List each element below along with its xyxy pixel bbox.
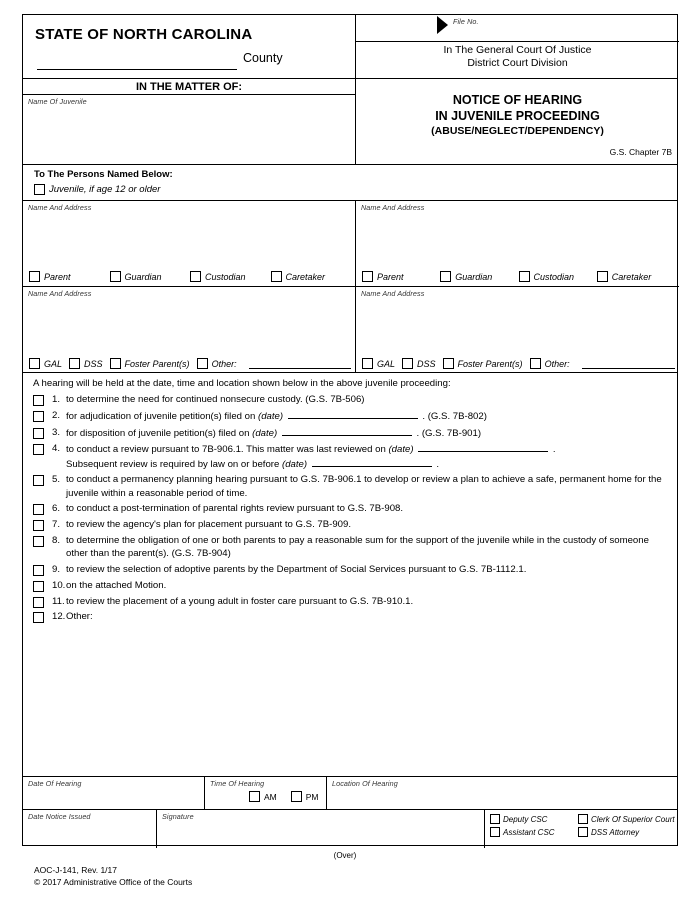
checkbox-parent-icon[interactable] [362, 271, 373, 282]
check-guardian-2[interactable] [440, 271, 518, 282]
matter-notice-row [23, 78, 677, 164]
item-number: 12. [52, 611, 66, 623]
check-caretaker-label: Caretaker [285, 271, 326, 282]
check-guardian-label: Guardian [124, 271, 162, 282]
name-address-cell-2[interactable] [356, 201, 679, 287]
other-input-line-2[interactable] [582, 359, 675, 369]
checkbox-custodian-icon[interactable] [519, 271, 530, 282]
item-4-continuation-text: Subsequent review is required by law on or before [66, 458, 280, 470]
notice-subtitle: (ABUSE/NEGLECT/DEPENDENCY) [431, 125, 604, 137]
date-marker: (date) [388, 444, 414, 456]
check-assistant-csc[interactable] [490, 827, 578, 837]
hearing-item-3[interactable] [33, 426, 669, 440]
hearing-details-row-1 [23, 777, 677, 810]
location-of-hearing-field[interactable] [327, 777, 679, 809]
checkbox-item-1[interactable] [33, 395, 44, 406]
check-caretaker-1[interactable] [271, 271, 352, 282]
checkbox-dss-icon[interactable] [69, 358, 80, 369]
checkbox-foster-parent-icon[interactable] [443, 358, 454, 369]
check-gal-label: GAL [377, 358, 396, 369]
hearing-item-11[interactable] [33, 595, 669, 608]
hearing-item-7[interactable] [33, 518, 669, 531]
roles-grid [490, 814, 677, 840]
checkbox-item-5[interactable] [33, 475, 44, 486]
date-of-hearing-field[interactable] [23, 777, 205, 809]
checkbox-caretaker-icon[interactable] [597, 271, 608, 282]
hearing-item-6[interactable] [33, 502, 669, 515]
clerk-superior-court-label: Clerk Of Superior Court [591, 814, 675, 824]
check-caretaker-2[interactable] [597, 271, 675, 282]
checkbox-item-10[interactable] [33, 581, 44, 592]
notice-title-block [356, 79, 679, 165]
check-foster-parent-1[interactable] [110, 358, 190, 369]
item-text [66, 426, 669, 440]
item-text: to review the placement of a young adult in foster care pursuant to G.S. 7B-910.1. [66, 595, 414, 607]
hearing-item-8[interactable] [33, 534, 669, 560]
check-gal-1[interactable] [29, 358, 62, 369]
deputy-csc-label: Deputy CSC [503, 814, 548, 824]
matter-heading: IN THE MATTER OF: [23, 79, 355, 95]
name-address-cell-1[interactable] [23, 201, 356, 287]
juvenile-age-label: Juvenile, if age 12 or older [49, 184, 161, 195]
hearing-item-9[interactable] [33, 563, 669, 576]
signature-label: Signature [162, 812, 194, 821]
checkbox-caretaker-icon[interactable] [271, 271, 282, 282]
checkbox-am[interactable] [249, 791, 260, 802]
checkbox-parent-icon[interactable] [29, 271, 40, 282]
name-address-label: Name And Address [361, 203, 425, 212]
gs-chapter-reference: G.S. Chapter 7B [609, 147, 672, 157]
persons-named-block [23, 164, 677, 200]
checkbox-item-2[interactable] [33, 411, 44, 422]
item-number: 2. [52, 409, 61, 421]
hearing-intro-text: A hearing will be held at the date, time and location shown below in the above juvenile proceeding: [33, 378, 451, 389]
checkbox-dss-attorney-icon[interactable] [578, 827, 588, 837]
check-dss-attorney[interactable] [578, 827, 639, 837]
check-parent-2[interactable] [362, 271, 440, 282]
item-text-before: for disposition of juvenile petition(s) filed on [66, 427, 250, 439]
juvenile-age-check-row[interactable] [34, 184, 160, 195]
checkbox-clerk-superior-court-icon[interactable] [578, 814, 588, 824]
date-marker: (date) [282, 458, 308, 470]
header-right-block [356, 15, 679, 78]
signature-field[interactable] [157, 810, 485, 848]
hearing-items-section [23, 372, 677, 776]
checkbox-guardian-icon[interactable] [110, 271, 121, 282]
check-parent-label: Parent [377, 271, 404, 282]
check-custodian-label: Custodian [205, 271, 246, 282]
check-foster-parent-2[interactable] [443, 358, 523, 369]
hearing-details-row-2 [23, 810, 677, 848]
check-other-1[interactable] [197, 358, 237, 369]
item-number: 7. [52, 519, 61, 531]
check-custodian-2[interactable] [519, 271, 597, 282]
item-number: 11. [52, 595, 65, 607]
name-of-juvenile-label: Name Of Juvenile [28, 97, 87, 106]
am-label: AM [264, 791, 277, 802]
parent-role-checks-2 [362, 271, 675, 282]
check-gal-2[interactable] [362, 358, 395, 369]
checkbox-assistant-csc-icon[interactable] [490, 827, 500, 837]
file-no-field[interactable] [356, 15, 679, 42]
checkbox-item-8[interactable] [33, 536, 44, 547]
check-dss-1[interactable] [69, 358, 103, 369]
item-text [66, 442, 669, 470]
court-line-1: In The General Court Of Justice [443, 44, 592, 56]
date-input-line-item-3[interactable] [282, 426, 412, 436]
item-text-after: . (G.S. 7B-802) [422, 410, 487, 422]
name-address-grid [23, 200, 677, 372]
date-of-hearing-label: Date Of Hearing [28, 779, 82, 788]
item-text-after: . (G.S. 7B-901) [416, 427, 482, 439]
court-division [356, 44, 679, 70]
hearing-item-12[interactable] [33, 610, 669, 623]
name-address-cell-4[interactable] [356, 287, 679, 373]
item-text: Other: [66, 611, 93, 623]
form-id: AOC-J-141, Rev. 1/17 [34, 865, 117, 875]
name-address-cell-3[interactable] [23, 287, 356, 373]
check-custodian-1[interactable] [190, 271, 271, 282]
item-text [66, 409, 669, 423]
checkbox-deputy-csc-icon[interactable] [490, 814, 500, 824]
check-gal-label: GAL [44, 358, 63, 369]
hearing-item-10[interactable] [33, 579, 669, 592]
gal-role-checks-2 [362, 358, 675, 369]
dss-attorney-label: DSS Attorney [591, 827, 640, 837]
checkbox-item-9[interactable] [33, 565, 44, 576]
parent-role-checks-1 [29, 271, 351, 282]
check-dss-label: DSS [84, 358, 103, 369]
checkbox-item-3[interactable] [33, 428, 44, 439]
signer-role-checks [485, 810, 679, 848]
checkbox-gal-icon[interactable] [362, 358, 373, 369]
item-number: 4. [52, 443, 61, 455]
check-dss-2[interactable] [402, 358, 436, 369]
check-other-label: Other: [544, 358, 570, 369]
check-parent-label: Parent [44, 271, 71, 282]
roles-line-2 [490, 827, 677, 837]
copyright-notice: © 2017 Administrative Office of the Courts [34, 877, 193, 887]
item-number: 10. [52, 579, 66, 591]
notice-title [356, 92, 679, 124]
checkbox-foster-parent-icon[interactable] [110, 358, 121, 369]
checkbox-dss-icon[interactable] [402, 358, 413, 369]
pm-label: PM [305, 791, 319, 802]
time-of-hearing-field[interactable] [205, 777, 327, 809]
date-marker: (date) [258, 410, 284, 422]
item-text: to determine the need for continued nonsecure custody. (G.S. 7B-506) [66, 394, 365, 405]
date-notice-issued-label: Date Notice Issued [28, 812, 91, 821]
date-input-line-item-4b[interactable] [312, 457, 432, 467]
name-address-label: Name And Address [28, 289, 92, 298]
check-foster-parent-label: Foster Parent(s) [124, 358, 190, 369]
am-pm-checks [249, 791, 319, 802]
county-label: County [243, 51, 283, 65]
form-header [23, 15, 677, 78]
over-indicator: (Over) [333, 851, 357, 860]
location-of-hearing-label: Location Of Hearing [332, 779, 398, 788]
check-caretaker-label: Caretaker [611, 271, 652, 282]
notice-title-line-2: IN JUVENILE PROCEEDING [435, 109, 600, 123]
item-number: 5. [52, 474, 61, 486]
item-number: 9. [52, 563, 61, 575]
right-arrow-icon [437, 16, 448, 34]
name-address-label: Name And Address [361, 289, 425, 298]
matter-block [23, 79, 356, 165]
notice-title-line-1: NOTICE OF HEARING [452, 93, 583, 107]
date-input-line-item-2[interactable] [288, 409, 418, 419]
checkbox-juvenile-age[interactable] [34, 184, 45, 195]
assistant-csc-label: Assistant CSC [503, 827, 555, 837]
checkbox-item-7[interactable] [33, 520, 44, 531]
county-input-line[interactable] [37, 55, 237, 70]
check-custodian-label: Custodian [533, 271, 575, 282]
check-parent-1[interactable] [29, 271, 110, 282]
check-guardian-label: Guardian [455, 271, 493, 282]
checkbox-item-11[interactable] [33, 597, 44, 608]
item-4-continuation-after: . [436, 458, 440, 470]
name-address-label: Name And Address [28, 203, 92, 212]
checkbox-custodian-icon[interactable] [190, 271, 201, 282]
item-number: 8. [52, 534, 61, 546]
hearing-item-2[interactable] [33, 409, 669, 423]
item-text-after: . [552, 444, 556, 456]
item-number: 3. [52, 426, 61, 438]
item-text: to determine the obligation of one or both parents to pay a reasonable sum for the support of the juvenile while in the custody of someone other than the parent(s). (G.S. 7B-904) [66, 534, 649, 560]
hearing-item-1[interactable] [33, 393, 669, 406]
other-input-line-1[interactable] [249, 359, 351, 369]
item-number: 1. [52, 394, 61, 405]
check-other-label: Other: [211, 358, 237, 369]
hearing-item-4[interactable] [33, 442, 669, 470]
header-left-block [23, 15, 356, 78]
check-foster-parent-label: Foster Parent(s) [457, 358, 523, 369]
time-of-hearing-label: Time Of Hearing [210, 779, 265, 788]
checkbox-item-12[interactable] [33, 612, 44, 623]
hearing-details-section [23, 776, 677, 847]
check-deputy-csc[interactable] [490, 814, 578, 824]
date-notice-issued-field[interactable] [23, 810, 157, 848]
item-text: to review the agency's plan for placement pursuant to G.S. 7B-909. [66, 519, 352, 531]
hearing-item-5[interactable] [33, 473, 669, 499]
item-text: to review the selection of adoptive parents by the Department of Social Services pursuant to G.S. 7B-1112.1. [66, 563, 527, 575]
item-text-before: for adjudication of juvenile petition(s) filed on [66, 410, 256, 422]
checkbox-other-icon[interactable] [197, 358, 208, 369]
name-of-juvenile-field[interactable] [23, 95, 355, 164]
form-outer-frame [22, 14, 678, 846]
item-text-before: to conduct a review pursuant to 7B-906.1. This matter was last reviewed on [66, 444, 386, 456]
roles-line-1 [490, 814, 677, 824]
item-text: to conduct a permanency planning hearing pursuant to G.S. 7B-906.1 to develop or review a plan to achieve a safe, permanent home for the juvenile within a reasonable period of time. [66, 474, 662, 499]
checkbox-item-6[interactable] [33, 504, 44, 515]
item-text: on the attached Motion. [66, 579, 167, 591]
item-text: to conduct a post-termination of parental rights review pursuant to G.S. 7B-908. [66, 503, 404, 515]
file-no-label: File No. [453, 17, 479, 26]
page-title: STATE OF NORTH CAROLINA [35, 26, 253, 43]
item-number: 6. [52, 503, 61, 515]
gal-role-checks-1 [29, 358, 351, 369]
persons-named-title: To The Persons Named Below: [34, 169, 173, 180]
checkbox-pm[interactable] [291, 791, 302, 802]
date-input-line-item-4a[interactable] [418, 442, 548, 452]
checkbox-gal-icon[interactable] [29, 358, 40, 369]
checkbox-other-icon[interactable] [530, 358, 541, 369]
check-dss-label: DSS [417, 358, 436, 369]
date-marker: (date) [252, 427, 278, 439]
check-guardian-1[interactable] [110, 271, 191, 282]
check-clerk-superior-court[interactable] [578, 814, 675, 824]
checkbox-item-4[interactable] [33, 444, 44, 455]
check-other-2[interactable] [530, 358, 570, 369]
checkbox-guardian-icon[interactable] [440, 271, 451, 282]
court-line-2: District Court Division [467, 57, 568, 69]
